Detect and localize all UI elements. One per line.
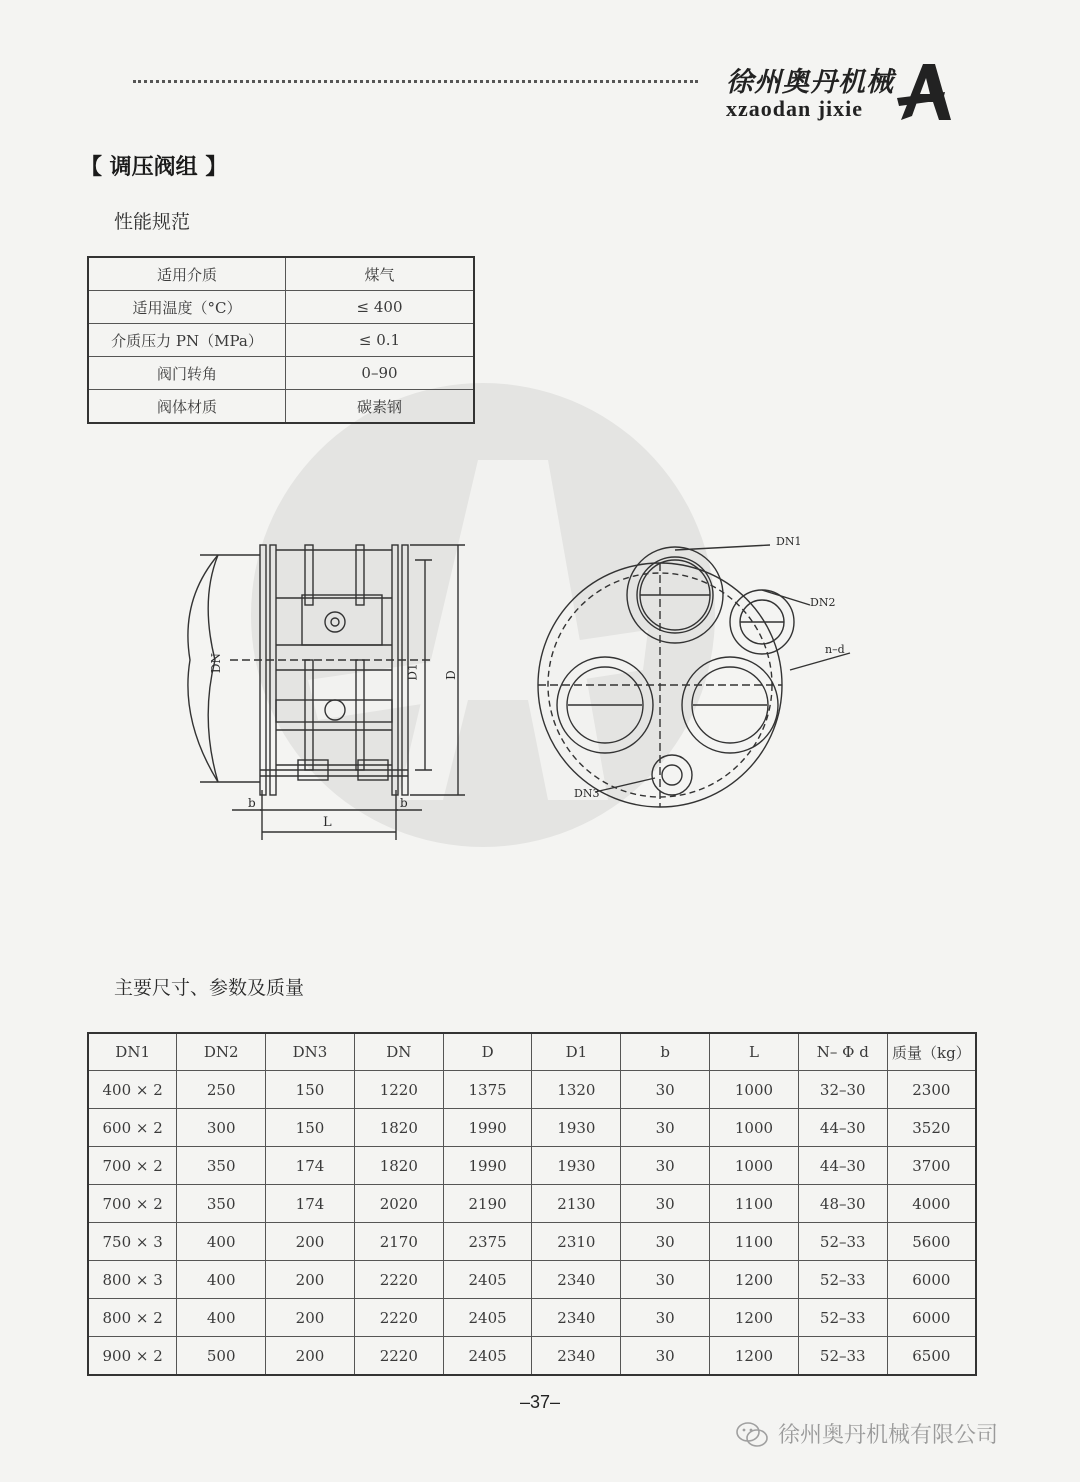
header-cell: D1	[532, 1033, 621, 1071]
table-cell: 174	[266, 1185, 355, 1223]
table-cell: 5600	[887, 1223, 976, 1261]
table-cell: 400	[177, 1261, 266, 1299]
table-cell: 1375	[443, 1071, 532, 1109]
header-cell: N– Φ d	[798, 1033, 887, 1071]
table-cell: 48–30	[798, 1185, 887, 1223]
table-cell: 1220	[354, 1071, 443, 1109]
table-cell: 1820	[354, 1147, 443, 1185]
table-cell: 2340	[532, 1337, 621, 1376]
spec-label: 阀体材质	[88, 390, 286, 424]
table-cell: 30	[621, 1147, 710, 1185]
side-view	[188, 545, 465, 840]
plan-view	[538, 545, 850, 807]
table-cell: 3520	[887, 1109, 976, 1147]
header-cell: 质量（kg）	[887, 1033, 976, 1071]
table-cell: 2190	[443, 1185, 532, 1223]
table-cell: 1200	[710, 1299, 799, 1337]
table-cell: 30	[621, 1223, 710, 1261]
spec-row	[88, 257, 474, 291]
table-cell: 700 × 2	[88, 1185, 177, 1223]
label-dn3: DN3	[574, 787, 600, 800]
table-cell: 350	[177, 1185, 266, 1223]
spec-label: 适用温度（°C）	[88, 291, 286, 324]
label-b-left: b	[248, 796, 256, 810]
spec-row	[88, 357, 474, 390]
table-cell: 2020	[354, 1185, 443, 1223]
table-cell: 200	[266, 1223, 355, 1261]
table-cell: 350	[177, 1147, 266, 1185]
header-cell: D	[443, 1033, 532, 1071]
table-cell: 750 × 3	[88, 1223, 177, 1261]
table-cell: 1930	[532, 1109, 621, 1147]
table-cell: 900 × 2	[88, 1337, 177, 1376]
table-cell: 1000	[710, 1147, 799, 1185]
table-cell: 6500	[887, 1337, 976, 1376]
spec-row	[88, 324, 474, 357]
table-cell: 2220	[354, 1299, 443, 1337]
table-cell: 52–33	[798, 1299, 887, 1337]
table-cell: 44–30	[798, 1109, 887, 1147]
table-cell: 1000	[710, 1071, 799, 1109]
table-cell: 1200	[710, 1337, 799, 1376]
table-header-row	[88, 1033, 976, 1071]
table-cell: 2310	[532, 1223, 621, 1261]
table-row	[88, 1185, 976, 1223]
header-cell: DN3	[266, 1033, 355, 1071]
table-cell: 150	[266, 1109, 355, 1147]
label-dn2: DN2	[810, 596, 836, 609]
table-row	[88, 1147, 976, 1185]
company-name-cn: 徐州奥丹机械	[726, 67, 894, 98]
spec-label: 适用介质	[88, 257, 286, 291]
spec-value: ≤ 400	[286, 291, 475, 324]
table-cell: 6000	[887, 1261, 976, 1299]
spec-label: 介质压力 PN（MPa）	[88, 324, 286, 357]
spec-row	[88, 390, 474, 424]
label-b-right: b	[400, 796, 408, 810]
table-cell: 500	[177, 1337, 266, 1376]
table-cell: 400	[177, 1299, 266, 1337]
table-cell: 250	[177, 1071, 266, 1109]
table-cell: 30	[621, 1071, 710, 1109]
table-cell: 2405	[443, 1337, 532, 1376]
header-cell: L	[710, 1033, 799, 1071]
table-cell: 2170	[354, 1223, 443, 1261]
spec-value: 0–90	[286, 357, 475, 390]
table-cell: 1990	[443, 1147, 532, 1185]
label-l: L	[323, 815, 332, 830]
header-divider	[133, 80, 698, 83]
spec-value: 碳素钢	[286, 390, 475, 424]
spec-row	[88, 291, 474, 324]
table-cell: 400	[177, 1223, 266, 1261]
table-cell: 2220	[354, 1261, 443, 1299]
table-cell: 2405	[443, 1261, 532, 1299]
table-cell: 150	[266, 1071, 355, 1109]
table-cell: 2220	[354, 1337, 443, 1376]
section-title: 【 调压阀组 】	[80, 155, 228, 180]
table-row	[88, 1337, 976, 1376]
table-row	[88, 1223, 976, 1261]
label-nd: n–d	[825, 643, 845, 656]
table-cell: 800 × 2	[88, 1299, 177, 1337]
wechat-icon	[735, 1421, 769, 1449]
table-cell: 200	[266, 1261, 355, 1299]
table-cell: 1000	[710, 1109, 799, 1147]
table-cell: 400 × 2	[88, 1071, 177, 1109]
table-cell: 30	[621, 1261, 710, 1299]
table-cell: 2130	[532, 1185, 621, 1223]
table-cell: 2300	[887, 1071, 976, 1109]
table-cell: 44–30	[798, 1147, 887, 1185]
table-cell: 52–33	[798, 1223, 887, 1261]
label-dn: DN	[209, 652, 224, 674]
company-name-en: xzaodan jixie	[726, 96, 864, 121]
table-cell: 30	[621, 1299, 710, 1337]
spec-value: ≤ 0.1	[286, 324, 475, 357]
table-cell: 1320	[532, 1071, 621, 1109]
table-cell: 1200	[710, 1261, 799, 1299]
table-cell: 6000	[887, 1299, 976, 1337]
company-logo-icon	[895, 58, 957, 124]
table-row	[88, 1261, 976, 1299]
header-cell: DN1	[88, 1033, 177, 1071]
table-cell: 174	[266, 1147, 355, 1185]
dim-heading: 主要尺寸、参数及质量	[114, 977, 305, 999]
label-d1: D1	[405, 663, 420, 681]
header-cell: DN2	[177, 1033, 266, 1071]
table-cell: 3700	[887, 1147, 976, 1185]
table-cell: 2405	[443, 1299, 532, 1337]
table-cell: 600 × 2	[88, 1109, 177, 1147]
table-cell: 52–33	[798, 1337, 887, 1376]
table-cell: 32–30	[798, 1071, 887, 1109]
table-row	[88, 1299, 976, 1337]
table-cell: 800 × 3	[88, 1261, 177, 1299]
table-cell: 1100	[710, 1185, 799, 1223]
table-cell: 200	[266, 1337, 355, 1376]
table-cell: 2340	[532, 1299, 621, 1337]
spec-label: 阀门转角	[88, 357, 286, 390]
table-cell: 2375	[443, 1223, 532, 1261]
table-cell: 1990	[443, 1109, 532, 1147]
label-d: D	[443, 670, 458, 680]
table-cell: 1100	[710, 1223, 799, 1261]
table-cell: 700 × 2	[88, 1147, 177, 1185]
spec-heading: 性能规范	[114, 211, 191, 233]
table-row	[88, 1109, 976, 1147]
footer-brand: 徐州奥丹机械有限公司	[778, 1423, 999, 1448]
spec-table	[87, 256, 475, 424]
table-cell: 30	[621, 1185, 710, 1223]
page-number: –37–	[519, 1392, 561, 1412]
table-cell: 1930	[532, 1147, 621, 1185]
table-cell: 1820	[354, 1109, 443, 1147]
table-cell: 2340	[532, 1261, 621, 1299]
table-cell: 200	[266, 1299, 355, 1337]
table-cell: 30	[621, 1109, 710, 1147]
table-cell: 52–33	[798, 1261, 887, 1299]
table-cell: 300	[177, 1109, 266, 1147]
spec-value: 煤气	[286, 257, 475, 291]
header-cell: DN	[354, 1033, 443, 1071]
dimension-table	[87, 1032, 977, 1376]
valve-group-drawing	[170, 520, 870, 850]
table-cell: 30	[621, 1337, 710, 1376]
table-cell: 4000	[887, 1185, 976, 1223]
table-row	[88, 1071, 976, 1109]
label-dn1: DN1	[776, 535, 802, 548]
header-cell: b	[621, 1033, 710, 1071]
